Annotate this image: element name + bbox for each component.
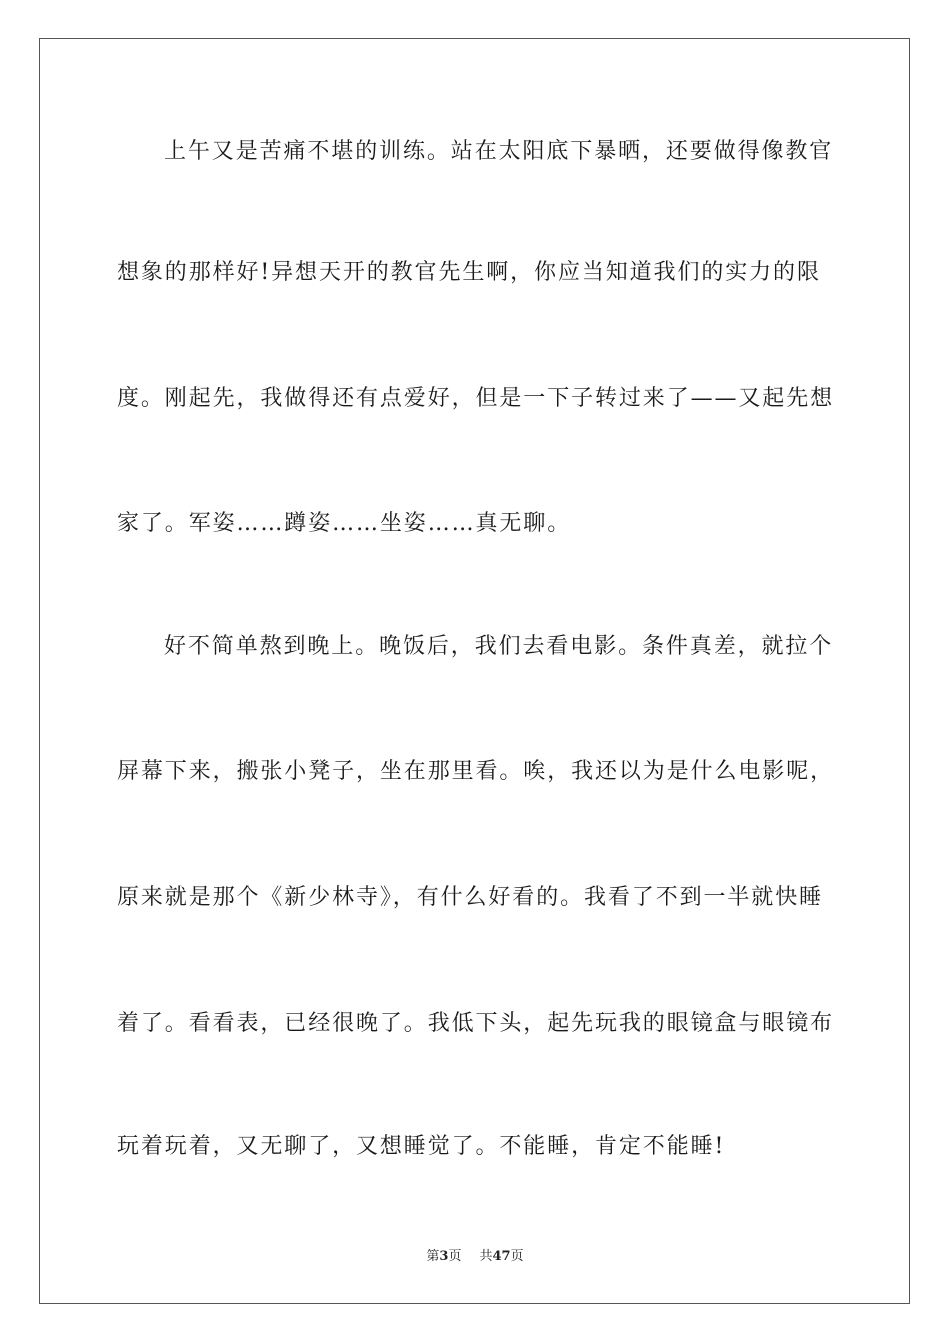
text-line-5: 好不简单熬到晚上。晚饭后，我们去看电影。条件真差，就拉个 (164, 634, 834, 659)
page-number: 3 (439, 1249, 449, 1264)
text-line-2: 想象的那样好!异想天开的教官先生啊，你应当知道我们的实力的限 (117, 260, 821, 285)
text-line-6: 屏幕下来，搬张小凳子，坐在那里看。唉，我还以为是什么电影呢， (117, 759, 835, 784)
text-line-3: 度。刚起先，我做得还有点爱好，但是一下子转过来了——又起先想 (117, 386, 835, 411)
text-line-1: 上午又是苦痛不堪的训练。站在太阳底下暴晒，还要做得像教官 (164, 139, 834, 164)
page-border (39, 38, 910, 1304)
page-prefix: 第 (426, 1249, 440, 1264)
text-line-4: 家了。军姿……蹲姿……坐姿……真无聊。 (117, 511, 572, 536)
text-line-7: 原来就是那个《新少林寺》，有什么好看的。我看了不到一半就快睡 (117, 885, 824, 910)
total-prefix: 共 (479, 1249, 493, 1264)
text-line-8: 着了。看看表，已经很晚了。我低下头，起先玩我的眼镜盒与眼镜布 (117, 1011, 835, 1036)
page-suffix: 页 (448, 1249, 462, 1264)
page-footer (0, 1248, 950, 1266)
total-suffix: 页 (510, 1249, 524, 1264)
total-pages: 47 (492, 1249, 511, 1264)
text-line-9: 玩着玩着，又无聊了，又想睡觉了。不能睡，肯定不能睡! (117, 1134, 726, 1159)
